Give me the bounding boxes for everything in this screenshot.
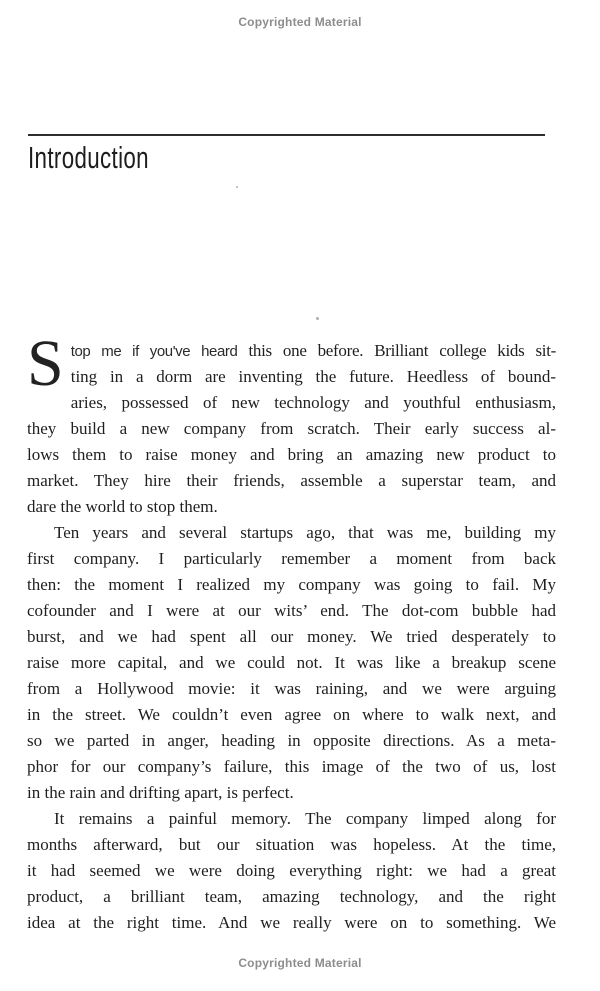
opener-phrase: top me if you've heard xyxy=(70,343,238,360)
text-line: in the street. We couldn’t even agree on where to walk next, and xyxy=(27,705,556,724)
chapter-rule xyxy=(28,134,545,136)
text-line: lows them to raise money and bring an amazing new product to xyxy=(27,445,556,464)
paragraph xyxy=(27,520,556,806)
text-line: product, a brilliant team, amazing technology, and the right xyxy=(27,887,556,906)
text-line xyxy=(27,338,556,364)
text-line: so we parted in anger, heading in opposite directions. As a meta- xyxy=(27,731,556,750)
text-line-fragment: this one before. Brilliant college kids sit- xyxy=(248,341,556,360)
text-line: dare the world to stop them. xyxy=(27,497,218,516)
copyright-notice-bottom: Copyrighted Material xyxy=(238,956,362,970)
text-line: then: the moment I realized my company was going to fail. My xyxy=(27,575,556,594)
text-line: months afterward, but our situation was hopeless. At the time, xyxy=(27,835,556,854)
text-line: It remains a painful memory. The company limped along for xyxy=(54,809,556,828)
text-line: they build a new company from scratch. Their early success al- xyxy=(27,419,556,438)
body-text xyxy=(27,327,556,936)
text-line: from a Hollywood movie: it was raining, and we were arguing xyxy=(27,679,556,698)
chapter-title: Introduction xyxy=(28,140,149,175)
text-line: phor for our company’s failure, this image of the two of us, lost xyxy=(27,757,556,776)
drop-cap: S xyxy=(27,327,64,400)
text-line: aries, possessed of new technology and youthful enthusiasm, xyxy=(70,393,556,412)
text-line: burst, and we had spent all our money. We tried desperately to xyxy=(27,627,556,646)
page-speck xyxy=(316,317,319,320)
text-line: it had seemed we were doing everything right: we had a great xyxy=(27,861,556,880)
text-line: Ten years and several startups ago, that was me, building my xyxy=(54,523,556,542)
text-line: raise more capital, and we could not. It was like a breakup scene xyxy=(27,653,556,672)
page-speck xyxy=(236,186,238,188)
copyright-notice-top: Copyrighted Material xyxy=(238,15,362,29)
text-line: idea at the right time. And we really were on to something. We xyxy=(27,913,556,932)
text-line: in the rain and drifting apart, is perfect. xyxy=(27,783,294,802)
paragraph xyxy=(27,327,556,520)
text-line: cofounder and I were at our wits’ end. The dot-com bubble had xyxy=(27,601,556,620)
paragraph xyxy=(27,806,556,936)
text-line: first company. I particularly remember a moment from back xyxy=(27,549,556,568)
text-line: ting in a dorm are inventing the future. Heedless of bound- xyxy=(70,367,556,386)
text-line: market. They hire their friends, assemble a superstar team, and xyxy=(27,471,556,490)
